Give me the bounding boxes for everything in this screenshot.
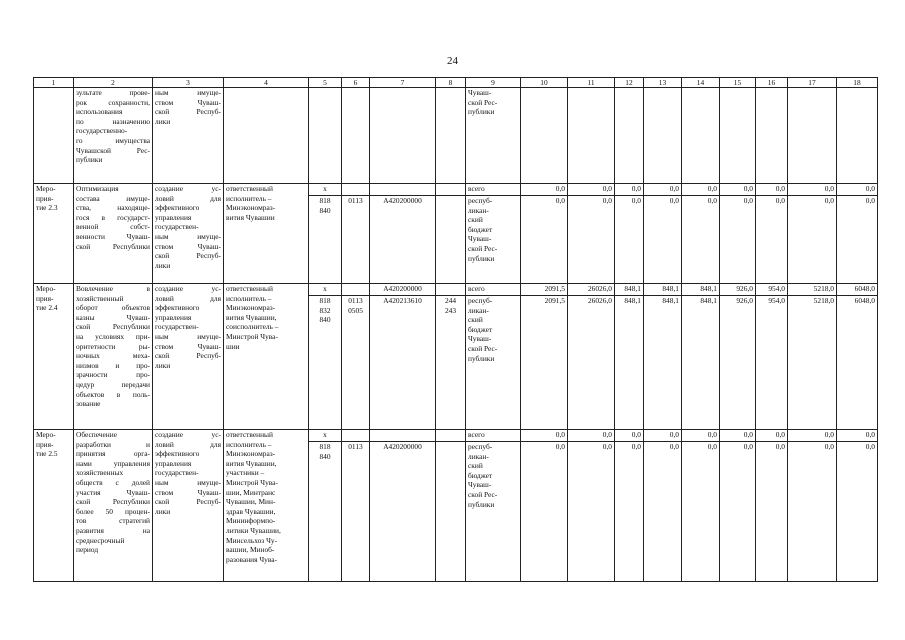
expense-type [436, 430, 466, 442]
measure-executor: ответственный исполнитель – Минэкономраз- вития Чувашии, участники – Минстрой Чува- шии, Минтранс Чувашии, Мин- здрав Чувашии, Мининформпо- литики Чувашии, Минсельхоз Чу- вашии, Миноб- разования Чува- [224, 430, 309, 582]
column-header-18: 18 [837, 78, 878, 88]
grbs-code: 818 832 840 [309, 296, 342, 430]
year-value: 0,0 [837, 184, 878, 196]
target-code: А420200000 [370, 442, 436, 582]
measure-description: Обеспечение разработки и принятия орга- нами управления хозяйственных обществ с долей участия Чуваш- ской Республики более 50 процен- тов стратегий развития на среднесрочный период [74, 430, 153, 582]
section-code: 0113 [342, 196, 370, 284]
section-code: 0113 [342, 442, 370, 582]
grbs-code: 818 840 [309, 196, 342, 284]
grbs-code: х [309, 430, 342, 442]
year-value: 0,0 [682, 196, 720, 284]
year-value: 0,0 [644, 196, 682, 284]
year-value: 0,0 [682, 442, 720, 582]
measure-row-total [34, 430, 878, 442]
column-header-14: 14 [682, 78, 720, 88]
year-value: 0,0 [756, 196, 788, 284]
expense-type [436, 196, 466, 284]
year-value: 0,0 [615, 184, 644, 196]
year-value: 2091,5 [521, 284, 568, 296]
measure-description: Оптимизация состава имуще- ства, находяще- гося в государст- венной собст- венности Чуваш- ской Республики [74, 184, 153, 284]
year-value: 6048,0 [837, 284, 878, 296]
year-value: 848,1 [682, 284, 720, 296]
section-code: 0113 0505 [342, 296, 370, 430]
page-number: 24 [447, 55, 458, 67]
year-value: 848,1 [644, 284, 682, 296]
column-header-6: 6 [342, 78, 370, 88]
measure-number: Меро- прия- тие 2.4 [34, 284, 74, 430]
year-value: 0,0 [644, 442, 682, 582]
year-value: 0,0 [615, 442, 644, 582]
measure-number: Меро- прия- тие 2.5 [34, 430, 74, 582]
section-code [342, 184, 370, 196]
section-code [342, 284, 370, 296]
year-value: 0,0 [644, 184, 682, 196]
continuation-row [34, 88, 878, 184]
year-value: 0,0 [837, 196, 878, 284]
cont-source: Чуваш- ской Рес- публики [466, 88, 521, 184]
column-header-11: 11 [568, 78, 615, 88]
year-value: 26026,0 [568, 284, 615, 296]
year-value: 0,0 [568, 196, 615, 284]
year-value: 2091,5 [521, 296, 568, 430]
section-code [342, 430, 370, 442]
funding-source: всего [466, 430, 521, 442]
year-value: 0,0 [837, 430, 878, 442]
column-header-2: 2 [74, 78, 153, 88]
year-value: 0,0 [568, 442, 615, 582]
year-value: 0,0 [682, 430, 720, 442]
year-value: 0,0 [682, 184, 720, 196]
column-header-10: 10 [521, 78, 568, 88]
year-value: 26026,0 [568, 296, 615, 430]
expense-type [436, 184, 466, 196]
year-value: 0,0 [521, 184, 568, 196]
target-code: А420200000 [370, 284, 436, 296]
target-code [370, 430, 436, 442]
year-value: 926,0 [720, 296, 756, 430]
year-value: 0,0 [615, 196, 644, 284]
year-value: 0,0 [720, 430, 756, 442]
measure-row-total [34, 184, 878, 196]
target-code: А420200000 [370, 196, 436, 284]
year-value: 0,0 [615, 430, 644, 442]
column-header-4: 4 [224, 78, 309, 88]
year-value: 0,0 [568, 184, 615, 196]
funding-source: всего [466, 184, 521, 196]
grbs-code: 818 840 [309, 442, 342, 582]
year-value: 6048,0 [837, 296, 878, 430]
cont-goal: ным имуще- ством Чуваш- ской Респуб- лики [153, 88, 224, 184]
target-code [370, 184, 436, 196]
year-value: 0,0 [788, 442, 837, 582]
target-code: А420213610 [370, 296, 436, 430]
year-value: 5218,0 [788, 296, 837, 430]
year-value: 926,0 [720, 284, 756, 296]
year-value: 0,0 [788, 430, 837, 442]
header-row [34, 78, 878, 88]
column-header-12: 12 [615, 78, 644, 88]
measure-description: Вовлечение в хозяйственный оборот объектов казны Чуваш- ской Республики на условиях при- оритетности ры- ночных меха- низмов и про- зрачности про- цедур передачи объектов в поль- зование [74, 284, 153, 430]
year-value: 0,0 [756, 430, 788, 442]
year-value: 0,0 [521, 430, 568, 442]
year-value: 0,0 [644, 430, 682, 442]
expense-type [436, 284, 466, 296]
measure-executor: ответственный исполнитель – Минэкономраз- вития Чувашии, соисполнитель – Минстрой Чува- шии [224, 284, 309, 430]
year-value: 0,0 [837, 442, 878, 582]
expense-type: 244 243 [436, 296, 466, 430]
cont-description: зультате прове- рок сохранности, использования по назначению государственно- го имущества Чувашской Рес- публики [74, 88, 153, 184]
measure-goal: создание ус- ловий для эффективного управления государствен- ным имуще- ством Чуваш- ской Респуб- лики [153, 184, 224, 284]
year-value: 0,0 [788, 184, 837, 196]
expense-type [436, 442, 466, 582]
year-value: 848,1 [615, 284, 644, 296]
column-header-1: 1 [34, 78, 74, 88]
column-header-16: 16 [756, 78, 788, 88]
year-value: 954,0 [756, 284, 788, 296]
year-value: 0,0 [788, 196, 837, 284]
funding-source: всего [466, 284, 521, 296]
column-header-7: 7 [370, 78, 436, 88]
year-value: 848,1 [682, 296, 720, 430]
year-value: 5218,0 [788, 284, 837, 296]
year-value: 848,1 [615, 296, 644, 430]
funding-source: респуб- ликан- ский бюджет Чуваш- ской Рес- публики [466, 442, 521, 582]
year-value: 0,0 [521, 442, 568, 582]
column-header-17: 17 [788, 78, 837, 88]
column-header-3: 3 [153, 78, 224, 88]
year-value: 0,0 [720, 184, 756, 196]
program-table [33, 77, 878, 582]
measure-goal: создание ус- ловий для эффективного управления государствен- ным имуще- ством Чуваш- ской Респуб- лики [153, 284, 224, 430]
year-value: 0,0 [568, 430, 615, 442]
year-value: 848,1 [644, 296, 682, 430]
measure-number: Меро- прия- тие 2.3 [34, 184, 74, 284]
column-header-13: 13 [644, 78, 682, 88]
year-value: 0,0 [720, 196, 756, 284]
column-header-15: 15 [720, 78, 756, 88]
column-header-5: 5 [309, 78, 342, 88]
year-value: 0,0 [756, 184, 788, 196]
year-value: 0,0 [521, 196, 568, 284]
column-header-8: 8 [436, 78, 466, 88]
measure-goal: создание ус- ловий для эффективного управления государствен- ным имуще- ством Чуваш- ской Респуб- лики [153, 430, 224, 582]
year-value: 0,0 [720, 442, 756, 582]
column-header-9: 9 [466, 78, 521, 88]
funding-source: респуб- ликан- ский бюджет Чуваш- ской Рес- публики [466, 296, 521, 430]
funding-source: респуб- ликан- ский бюджет Чуваш- ской Рес- публики [466, 196, 521, 284]
measure-executor: ответственный исполнитель – Минэкономраз- вития Чувашии [224, 184, 309, 284]
year-value: 0,0 [756, 442, 788, 582]
grbs-code: х [309, 184, 342, 196]
grbs-code: х [309, 284, 342, 296]
year-value: 954,0 [756, 296, 788, 430]
measure-row-total [34, 284, 878, 296]
